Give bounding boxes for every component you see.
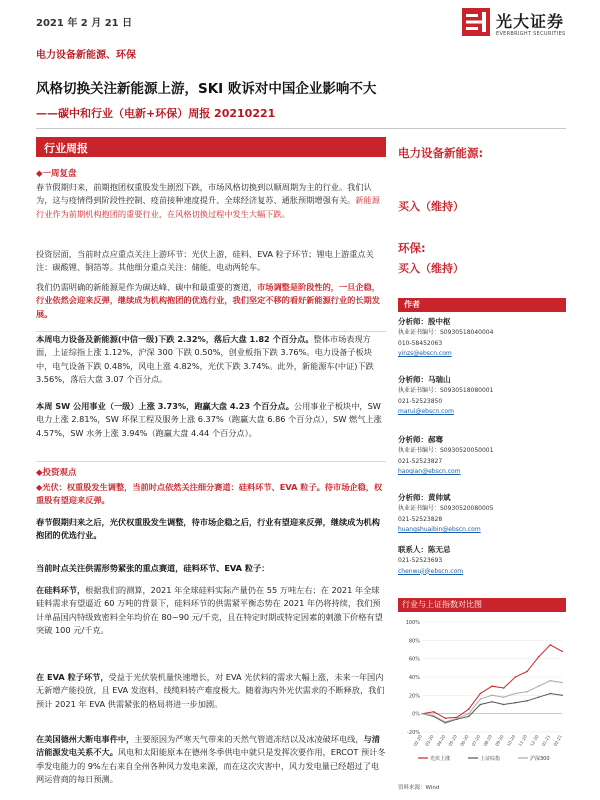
views-heading: ◆投资观点 bbox=[36, 468, 77, 478]
views-paragraph-2: 当前时点关注供需形势紧张的重点赛道，硅料环节、EVA 粒子： bbox=[36, 563, 270, 573]
legend-label: 光伏上涨 bbox=[430, 756, 451, 762]
data-point bbox=[445, 717, 447, 719]
index-comparison-chart bbox=[398, 614, 566, 764]
analyst-email[interactable]: marui@ebscn.com bbox=[398, 408, 454, 415]
data-point bbox=[503, 704, 505, 706]
x-tick-label: 01-21 bbox=[540, 734, 552, 748]
views-pv-heading: ◆光伏：权重股发生调整，当前时点依然关注细分赛道：硅料环节、EVA 粒子。待市场企稳，权重股有望迎来反弹。 bbox=[36, 482, 383, 506]
views-p5-bold2: 与清洁能源发电关系不大。 bbox=[36, 734, 380, 758]
contact-name: 联系人：陈无忌 bbox=[398, 545, 451, 554]
summary-p5-bold: 本周 SW 公用事业（一级）上涨 3.73%，跑赢大盘 4.23 个百分点。 bbox=[36, 401, 294, 411]
brand-logo bbox=[424, 4, 584, 48]
analyst-card bbox=[398, 316, 566, 360]
x-tick-label: 05-20 bbox=[447, 734, 458, 748]
analyst-cert: 执业证书编号：S0930518040004 bbox=[398, 329, 494, 336]
y-tick-label: 100% bbox=[405, 620, 420, 626]
x-tick-label: 09-20 bbox=[494, 734, 505, 748]
views-p5-text1: 主要原因为严寒天气带来的天然气管道冻结以及冰凌破坏电线， bbox=[134, 734, 364, 744]
analyst-card bbox=[398, 374, 566, 418]
analyst-name: 分析师：殷中枢 bbox=[398, 317, 451, 326]
summary-p3-highlight: 市场调整是阶段性的，一旦企稳，行业依然会迎来反弹，继续成为机构抱团的优选行业，我们坚定不移的看好新能源行业的长期发展。 bbox=[36, 282, 380, 319]
everbright-logo-icon bbox=[462, 8, 490, 36]
data-point bbox=[480, 698, 482, 700]
views-paragraph-1: 春节假期归来之后，光伏权重股发生调整，待市场企稳之后，行业有望迎来反弹，继续成为机构抱团的优选行业。 bbox=[36, 517, 380, 541]
data-point bbox=[456, 717, 458, 719]
brand-name-en: EVERBRIGHT SECURITIES bbox=[496, 31, 566, 37]
data-point bbox=[491, 701, 493, 703]
data-point bbox=[468, 716, 470, 718]
analyst-phone: 021-52523850 bbox=[398, 397, 443, 405]
data-point bbox=[491, 685, 493, 687]
views-paragraph-4 bbox=[36, 671, 386, 711]
data-point bbox=[421, 713, 423, 715]
views-p4-text: 受益于光伏装机量快速增长，对 EVA 光伏料的需求大幅上涨，未来一年国内无新增产能投放，且 EVA 发泡料、线缆料转产难度极大。随着海内外光伏需求的不断释放，我们预计 2021 年 EVA 供需紧张的格局将进一步加剧。 bbox=[36, 672, 385, 709]
x-tick-label: 08-20 bbox=[482, 734, 493, 748]
y-tick-label: 40% bbox=[408, 675, 420, 681]
summary-paragraph-3 bbox=[36, 281, 386, 321]
y-tick-label: -20% bbox=[407, 730, 420, 736]
analyst-name: 分析师：马瑞山 bbox=[398, 375, 451, 384]
rating-value-1: 买入（维持） bbox=[398, 200, 464, 213]
y-tick-label: 0% bbox=[412, 711, 420, 718]
summary-paragraph-1 bbox=[36, 181, 386, 221]
data-point bbox=[480, 693, 482, 695]
chart-label-bar bbox=[398, 598, 566, 612]
report-category: 电力设备新能源、环保 bbox=[36, 50, 136, 61]
analyst-phone: 010-58452063 bbox=[398, 339, 443, 347]
contact-phone: 021-52523693 bbox=[398, 557, 443, 564]
data-point bbox=[433, 711, 435, 713]
analyst-cert: 执业证书编号：S0930520080005 bbox=[398, 505, 494, 512]
analyst-name: 分析师：黄帅斌 bbox=[398, 493, 451, 502]
author-label: 作者 bbox=[404, 300, 420, 309]
views-p4-bold: 在 EVA 粒子环节， bbox=[36, 672, 109, 682]
data-point bbox=[433, 715, 435, 717]
data-point bbox=[538, 656, 540, 658]
data-point bbox=[468, 713, 470, 715]
data-point bbox=[468, 708, 470, 710]
legend-label: 沪深300 bbox=[530, 756, 550, 762]
data-point bbox=[550, 680, 552, 682]
summary-paragraph-5 bbox=[36, 400, 386, 440]
data-point bbox=[550, 644, 552, 646]
data-point bbox=[538, 685, 540, 687]
analyst-email[interactable]: yinzs@ebscn.com bbox=[398, 350, 452, 357]
x-tick-label: 04-20 bbox=[435, 734, 447, 748]
analyst-phone: 021-52523828 bbox=[398, 515, 443, 523]
data-point bbox=[526, 700, 528, 702]
data-point bbox=[550, 693, 552, 695]
summary-heading: ◆一周复盘 bbox=[36, 169, 77, 179]
x-tick-label: 02-20 bbox=[412, 734, 423, 748]
section-label: 行业周报 bbox=[44, 142, 88, 155]
views-p5-bold: 在美国德州大断电事件中， bbox=[36, 734, 135, 744]
series-line-1 bbox=[422, 694, 562, 723]
data-point bbox=[503, 696, 505, 698]
contact-email[interactable]: chenwuji@ebscn.com bbox=[398, 567, 464, 575]
y-tick-label: 20% bbox=[408, 693, 420, 700]
data-point bbox=[503, 687, 505, 689]
data-point bbox=[480, 704, 482, 706]
x-tick-label: 07-20 bbox=[470, 734, 482, 748]
analyst-name: 分析师：郝骞 bbox=[398, 435, 443, 444]
analyst-cert: 执业证书编号：S0930520050001 bbox=[398, 447, 494, 454]
summary-paragraph-2: 投资层面，当前时点应重点关注上游环节：光伏上游，硅料、EVA 粒子环节；锂电上游重点关注：碳酸锂、铜箔等。其他细分重点关注：储能、电动两轮车。 bbox=[36, 249, 374, 273]
summary-paragraph-4 bbox=[36, 333, 386, 387]
contact-card bbox=[398, 544, 566, 577]
x-tick-label: 02-21 bbox=[552, 734, 563, 748]
data-point bbox=[515, 676, 517, 678]
x-tick-label: 12-20 bbox=[529, 734, 540, 748]
analyst-email[interactable]: haoqian@ebscn.com bbox=[398, 468, 461, 475]
author-label-bar bbox=[398, 298, 566, 312]
series-line-0 bbox=[422, 645, 562, 718]
views-paragraph-3 bbox=[36, 584, 386, 638]
summary-p1-highlight: 新能源行业作为前期机构抱团的重要行业，在风格切换过程中发生大幅下跌。 bbox=[36, 195, 380, 219]
analyst-email[interactable]: huangshuaibin@ebscn.com bbox=[398, 526, 481, 533]
summary-p3-text: 我们仍需明确的新能源是作为碳达峰、碳中和最重要的赛道， bbox=[36, 282, 258, 292]
data-point bbox=[561, 682, 563, 684]
report-subtitle: ——碳中和行业（电新+环保）周报 20210221 bbox=[36, 107, 276, 120]
summary-p4-bold: 本周电力设备及新能源(中信一级)下跌 2.32%，落后大盘 1.82 个百分点。 bbox=[36, 334, 314, 344]
legend-label: 上证综指 bbox=[480, 756, 501, 762]
chart-source: 资料来源：Wind bbox=[398, 785, 440, 791]
views-paragraph-5 bbox=[36, 733, 386, 787]
data-point bbox=[445, 721, 447, 723]
data-point bbox=[561, 651, 563, 653]
summary-p5-text: 公用事业子板块中，SW 电力上涨 2.81%，SW 环保工程及服务上涨 6.37%（跑赢大盘 6.86 个百分点），SW 燃气上涨 4.57%，SW 水务上涨 3.94%（跑赢大盘 4.44 个百分点）。 bbox=[36, 401, 382, 438]
x-tick-label: 06-20 bbox=[459, 734, 470, 748]
views-p3-bold: 在硅料环节， bbox=[36, 585, 86, 595]
analyst-card bbox=[398, 492, 566, 536]
rating-value-2: 买入（维持） bbox=[398, 262, 464, 275]
data-point bbox=[538, 696, 540, 698]
chart-label: 行业与上证指数对比图 bbox=[402, 600, 482, 609]
summary-p4-text: 整体市场表现方面，上证综指上涨 1.12%，沪深 300 下跌 0.50%，创业板指下跌 3.76%。电力设备子板块中，电气设备下跌 0.48%，风电上涨 4.82%，光伏下跌 3.74%。此外，新能源车(中证)下跌 3.56%，落后大盘 3.07 个百分点。 bbox=[36, 334, 374, 385]
x-tick-label: 11-20 bbox=[517, 734, 528, 748]
data-point bbox=[515, 693, 517, 695]
data-point bbox=[491, 695, 493, 697]
data-point bbox=[561, 695, 563, 697]
rating-category-1: 电力设备新能源: bbox=[398, 146, 484, 160]
data-point bbox=[526, 671, 528, 673]
x-tick-label: 10-20 bbox=[505, 734, 517, 748]
analyst-phone: 021-52523827 bbox=[398, 457, 443, 465]
views-p5-text2: 风电和太阳能原本在德州冬季供电中就只是发挥次要作用，ERCOT 预计冬季发电能力的 9%左右来自全州各种风力发电来源，而在这次灾害中，风力发电量已经超过了电网运营商的每日预测。 bbox=[36, 747, 386, 785]
brand-name-cn: 光大证券 bbox=[496, 12, 565, 31]
data-point bbox=[515, 702, 517, 704]
summary-divider bbox=[36, 331, 386, 332]
report-date: 2021 年 2 月 21 日 bbox=[36, 18, 133, 29]
y-tick-label: 60% bbox=[408, 656, 420, 663]
section-label-bar bbox=[36, 137, 386, 157]
rating-category-2: 环保: bbox=[398, 241, 426, 255]
analyst-cert: 执业证书编号：S0930518080001 bbox=[398, 387, 494, 394]
views-divider bbox=[36, 461, 386, 462]
data-point bbox=[526, 691, 528, 693]
y-tick-label: 80% bbox=[408, 638, 420, 645]
views-p3-text: 根据我们的测算，2021 年全球硅料实际产量仍在 55 万吨左右；在 2021 年全球硅料需求有望逼近 60 万吨的背景下，硅料环节的供需紧平衡态势在 2021 年仍将持续，我们预计单晶国内特级致密料全年均价在 80~90 元/千克，且在特定时期或特定因素的刺激下价格有望突破 100 元/千克。 bbox=[36, 585, 383, 636]
report-title: 风格切换关注新能源上游，SKI 败诉对中国企业影响不大 bbox=[36, 81, 377, 97]
x-tick-label: 03-20 bbox=[424, 734, 435, 748]
title-divider bbox=[36, 128, 566, 129]
analyst-card bbox=[398, 434, 566, 478]
summary-p1-text: 春节假期归来，前期抱团权重股发生剧烈下跌，市场风格切换到以顺周期为主的行业。我们认为，这与疫情得到阶段性控制、疫苗接种速度提升、全球经济复苏、通胀预期增强有关。 bbox=[36, 182, 372, 206]
